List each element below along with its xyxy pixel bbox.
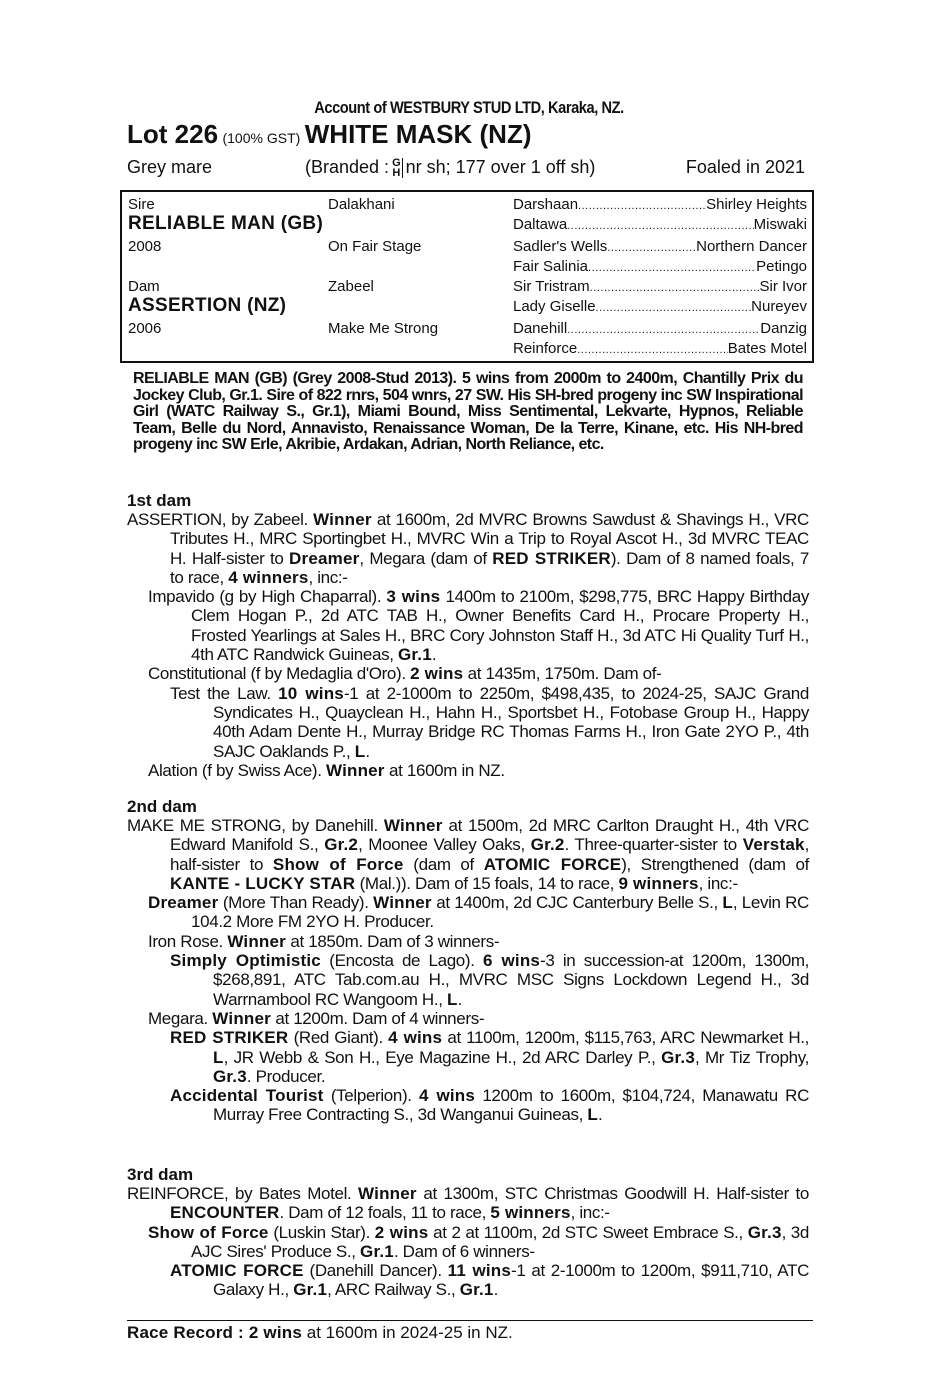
dam-section-1 bbox=[127, 491, 809, 780]
race-record bbox=[127, 1323, 513, 1343]
bold-text: Gr.3 bbox=[213, 1066, 247, 1086]
text: , 3d AJC Sires' Produce S., bbox=[191, 1222, 810, 1261]
great-grandparent-pair bbox=[513, 196, 807, 213]
text: , Levin RC 104.2 More FM 2YO H. Producer. bbox=[191, 893, 809, 932]
section-heading: 2nd dam bbox=[127, 797, 197, 816]
text: at 1435m, 1750m. Dam of- bbox=[463, 664, 662, 684]
great-grandparent: Lady Giselle bbox=[513, 298, 596, 315]
lot-header bbox=[127, 119, 532, 150]
dot-leader bbox=[567, 220, 753, 232]
bold-text: Winner bbox=[212, 1008, 271, 1028]
bold-text: Show of Force bbox=[148, 1222, 269, 1242]
brand-suffix: nr sh; 177 over 1 off sh) bbox=[405, 157, 596, 177]
grandparent: Dalakhani bbox=[328, 196, 395, 213]
bold-text: Dreamer bbox=[289, 548, 360, 568]
text: at 2 at 1100m, 2d STC Sweet Embrace S., bbox=[428, 1222, 748, 1242]
grandparent: Zabeel bbox=[328, 278, 374, 295]
great-great-grandsire: Sir Ivor bbox=[759, 278, 807, 295]
divider bbox=[127, 1320, 813, 1321]
great-grandparent: Darshaan bbox=[513, 196, 579, 213]
bold-text: L bbox=[446, 989, 458, 1009]
text: (dam of bbox=[403, 854, 484, 874]
text: Megara. bbox=[148, 1008, 213, 1028]
produce-entry bbox=[127, 510, 809, 587]
produce-entry bbox=[170, 1086, 809, 1125]
great-great-grandsire: Miswaki bbox=[753, 216, 807, 233]
text: REINFORCE, by Bates Motel. bbox=[127, 1184, 359, 1203]
bold-text: Winner bbox=[325, 760, 385, 780]
text: (Mal.)). Dam of 15 foals, 14 to race, bbox=[355, 873, 619, 893]
bold-text: L bbox=[213, 1047, 224, 1067]
bold-text: Gr.1 bbox=[360, 1241, 394, 1261]
pedigree-label: 2008 bbox=[128, 238, 162, 255]
bold-text: ATOMIC FORCE bbox=[483, 854, 622, 874]
bold-text: Winner bbox=[373, 893, 432, 913]
text: -1 at 2-1000m to 2250m, $498,435, to 2024-25, SAJC Grand Syndicates H., Quayclean H., Hahn H., Sportsbet H., Fotobase Group H., Happy 40th Adam Dente H., Murray Bridge RC Thomas Farms H., Iron Gate 2YO P., 4th SAJC Oaklands P., bbox=[213, 683, 809, 761]
bold-text: Winner bbox=[313, 510, 372, 529]
text: . Dam of 6 winners- bbox=[393, 1241, 535, 1261]
foaled-year: Foaled in 2021 bbox=[685, 157, 805, 177]
text: (Red Giant). bbox=[288, 1028, 389, 1048]
bold-text: Show of Force bbox=[272, 854, 404, 874]
great-grandparent-pair bbox=[513, 278, 807, 295]
bold-text: Gr.3 bbox=[747, 1222, 782, 1242]
sire-summary: RELIABLE MAN (GB) (Grey 2008-Stud 2013). 5 wins from 2000m to 2400m, Chantilly Prix du Jockey Club, Gr.1. Sire of 822 rnrs, 504 wnrs, 27 SW. His SH-bred progeny inc SW Inspirational Girl (WATC Railway S., Gr.1), Miami Bound, Miss Sentimental, Lekvarte, Hypnos, Reliable Team, Belle du Nord, Annavisto, Renaissance Woman, De la Terre, Kinane, etc. His NH-bred progeny inc SW Erle, Akribie, Ardakan, Adrian, North Reliance, etc. bbox=[133, 370, 803, 453]
text: , inc:- bbox=[308, 567, 348, 587]
text: at 1200m. Dam of 4 winners- bbox=[270, 1008, 485, 1028]
text: at 1400m, 2d CJC Canterbury Belle S., bbox=[431, 893, 723, 913]
text: Test the Law. bbox=[170, 683, 279, 703]
great-grandparent-pair bbox=[513, 238, 807, 255]
text: at 1300m, STC Christmas Goodwill H. Half-sister to bbox=[416, 1184, 809, 1203]
bold-text: Dreamer bbox=[148, 893, 219, 913]
horse-details bbox=[127, 157, 807, 179]
text: at 1100m, 1200m, $115,763, ARC Newmarket H., bbox=[442, 1028, 809, 1048]
parent-name: ASSERTION (NZ) bbox=[128, 295, 287, 316]
produce-entry bbox=[170, 951, 809, 1009]
text: , JR Webb & Son H., Eye Magazine H., 2d ARC Darley P., bbox=[223, 1047, 662, 1067]
brand-top: G bbox=[392, 157, 401, 170]
produce-entry bbox=[148, 761, 809, 780]
text: , Moonee Valley Oaks, bbox=[358, 835, 531, 855]
text: (More Than Ready). bbox=[218, 893, 374, 913]
great-grandparent-pair bbox=[513, 216, 807, 233]
bold-text: L bbox=[354, 741, 366, 761]
produce-entry bbox=[148, 1009, 809, 1028]
bold-text: Simply Optimistic bbox=[170, 951, 321, 971]
section-heading: 1st dam bbox=[127, 491, 192, 510]
great-grandparent-pair bbox=[513, 258, 807, 275]
parent-name: RELIABLE MAN (GB) bbox=[128, 213, 324, 234]
great-grandparent-pair bbox=[513, 320, 807, 337]
dot-leader bbox=[588, 262, 756, 274]
text: . bbox=[365, 741, 370, 761]
produce-entry bbox=[127, 816, 809, 893]
text: Constitutional (f by Medaglia d'Oro). bbox=[148, 664, 411, 684]
text: (Danehill Dancer). bbox=[303, 1261, 448, 1281]
produce-entry bbox=[148, 1223, 809, 1262]
bold-text: RED STRIKER bbox=[492, 548, 611, 568]
race-record-label: Race Record : 2 wins bbox=[127, 1323, 303, 1342]
text: ASSERTION, by Zabeel. bbox=[127, 510, 314, 529]
bold-text: 6 wins bbox=[482, 951, 541, 971]
brand-prefix: (Branded : bbox=[305, 157, 390, 177]
text: -3 in succession-at 1200m, 1300m, $268,891, ATC Tab.com.au H., MVRC MSC Signs Lockdown Legend H., 3d Warrnambool RC Wangoom H., bbox=[213, 951, 810, 1009]
great-great-grandsire: Bates Motel bbox=[727, 340, 807, 357]
text: at 1500m, 2d MRC Carlton Draught H., 4th VRC Edward Manifold S., bbox=[170, 816, 809, 855]
bold-text: Verstak bbox=[742, 835, 805, 855]
great-grandparent-pair bbox=[513, 298, 807, 315]
pedigree-label: Dam bbox=[128, 278, 160, 295]
text: . bbox=[457, 989, 462, 1009]
vendor-account: Account of WESTBURY STUD LTD, Karaka, NZ. bbox=[314, 98, 624, 117]
text: -1 at 2-1000m to 1200m, $911,710, ATC Galaxy H., bbox=[213, 1261, 809, 1300]
dam-section-3 bbox=[127, 1165, 809, 1300]
text: ), Strengthened (dam of bbox=[621, 854, 810, 874]
bold-text: ATOMIC FORCE bbox=[170, 1261, 304, 1281]
bold-text: L bbox=[722, 893, 733, 913]
bold-text: Winner bbox=[358, 1184, 417, 1203]
bold-text: RED STRIKER bbox=[170, 1028, 289, 1048]
text: . bbox=[431, 645, 437, 665]
bold-text: 5 winners bbox=[490, 1203, 571, 1223]
dot-leader bbox=[577, 344, 728, 356]
great-grandparent-pair bbox=[513, 340, 807, 357]
bold-text: 9 winners bbox=[618, 873, 699, 893]
sex-colour: Grey mare bbox=[127, 157, 213, 177]
bold-text: 2 wins bbox=[410, 664, 464, 684]
text: at 1600m, 2d MVRC Browns Sawdust & Shavings H., VRC Tributes H., MRC Sportingbet H., MVRC Win a Trip to Royal Ascot H., 3d MVRC TEAC H. Half-sister to bbox=[170, 510, 809, 568]
lot-number: Lot 226 bbox=[127, 119, 219, 149]
great-grandparent: Reinforce bbox=[513, 340, 578, 357]
bold-text: KANTE - LUCKY STAR bbox=[170, 873, 356, 893]
great-great-grandsire: Shirley Heights bbox=[706, 196, 807, 213]
dot-leader bbox=[607, 242, 696, 254]
text: 1200m to 1600m, $104,724, Manawatu RC Murray Free Contracting S., 3d Wanganui Guineas, bbox=[213, 1086, 810, 1125]
brand-info bbox=[305, 157, 595, 178]
produce-entry bbox=[170, 1028, 809, 1086]
text: 1400m to 2100m, $298,775, BRC Happy Birthday Clem Hogan P., 2d ATC TAB H., Owner Benefits Card H., Procare Property H., Frosted Yearlings at Sales H., BRC Cory Johnston Staff H., 3d ATC Hi Quality Turf H., 4th ATC Randwick Guineas, bbox=[191, 587, 809, 665]
text: , half-sister to bbox=[170, 835, 810, 874]
great-great-grandsire: Nureyev bbox=[751, 298, 807, 315]
text: , inc:- bbox=[570, 1203, 610, 1223]
produce-entry bbox=[148, 587, 809, 664]
bold-text: 10 wins bbox=[278, 683, 344, 703]
pedigree-table bbox=[120, 190, 814, 363]
text: , Megara (dam of bbox=[359, 548, 493, 568]
dot-leader bbox=[567, 324, 760, 336]
pedigree-label: 2006 bbox=[128, 320, 162, 337]
bold-text: Winner bbox=[227, 931, 286, 951]
grandparent: On Fair Stage bbox=[328, 238, 422, 255]
bold-text: Accidental Tourist bbox=[170, 1086, 324, 1106]
brand-bottom: H bbox=[392, 167, 401, 180]
text: , Mr Tiz Trophy, bbox=[695, 1047, 809, 1067]
brand-mark bbox=[392, 158, 403, 178]
great-great-grandsire: Danzig bbox=[760, 320, 807, 337]
great-grandparent: Sir Tristram bbox=[513, 278, 590, 295]
bold-text: Gr.1 bbox=[293, 1280, 328, 1300]
text: Alation (f by Swiss Ace). bbox=[148, 760, 326, 780]
text: . Three-quarter-sister to bbox=[564, 835, 743, 855]
pedigree-label: Sire bbox=[128, 196, 155, 213]
bold-text: Gr.3 bbox=[661, 1047, 695, 1067]
produce-entry bbox=[148, 664, 809, 683]
text: at 1600m in NZ. bbox=[384, 760, 505, 780]
dot-leader bbox=[596, 302, 752, 314]
dam-section-2 bbox=[127, 797, 809, 1125]
bold-text: Gr.1 bbox=[459, 1280, 494, 1300]
great-grandparent: Danehill bbox=[513, 320, 568, 337]
text: . bbox=[493, 1280, 498, 1300]
text: Impavido (g by High Chaparral). bbox=[148, 587, 387, 607]
text: . Dam of 12 foals, 11 to race, bbox=[279, 1203, 491, 1223]
produce-entry bbox=[170, 1261, 809, 1300]
bold-text: Gr.2 bbox=[530, 835, 565, 855]
bold-text: 4 wins bbox=[388, 1028, 443, 1048]
text: Iron Rose. bbox=[148, 931, 228, 951]
gst-note: (100% GST) bbox=[222, 130, 301, 146]
text: , inc:- bbox=[698, 873, 738, 893]
produce-entry bbox=[170, 684, 809, 761]
bold-text: 4 winners bbox=[228, 567, 309, 587]
produce-entry bbox=[148, 893, 809, 932]
race-record-text: at 1600m in 2024-25 in NZ. bbox=[302, 1323, 513, 1342]
great-grandparent: Sadler's Wells bbox=[513, 238, 608, 255]
text: at 1850m. Dam of 3 winners- bbox=[285, 931, 500, 951]
text: (Telperion). bbox=[323, 1086, 419, 1106]
great-great-grandsire: Northern Dancer bbox=[696, 238, 807, 255]
great-great-grandsire: Petingo bbox=[756, 258, 807, 275]
bold-text: Gr.2 bbox=[324, 835, 359, 855]
bold-text: 4 wins bbox=[418, 1086, 476, 1106]
produce-entry bbox=[148, 932, 809, 951]
bold-text: 11 wins bbox=[447, 1261, 512, 1281]
bold-text: Gr.1 bbox=[397, 645, 432, 665]
great-grandparent: Daltawa bbox=[513, 216, 568, 233]
text: . bbox=[597, 1105, 603, 1125]
bold-text: L bbox=[587, 1105, 598, 1125]
bold-text: Winner bbox=[383, 816, 443, 835]
text: (Encosta de Lago). bbox=[320, 951, 483, 971]
dot-leader bbox=[578, 200, 706, 212]
text: , ARC Railway S., bbox=[327, 1280, 460, 1300]
bold-text: 2 wins bbox=[374, 1222, 429, 1242]
dot-leader bbox=[590, 282, 760, 294]
produce-entry bbox=[127, 1184, 809, 1223]
text: ). Dam of 8 named foals, 7 to race, bbox=[170, 548, 810, 587]
text: MAKE ME STRONG, by Danehill. bbox=[127, 816, 384, 835]
bold-text: 3 wins bbox=[386, 587, 441, 607]
great-grandparent: Fair Salinia bbox=[513, 258, 589, 275]
bold-text: ENCOUNTER bbox=[170, 1203, 280, 1223]
text: (Luskin Star). bbox=[268, 1222, 375, 1242]
text: . Producer. bbox=[246, 1066, 326, 1086]
horse-name: WHITE MASK (NZ) bbox=[304, 119, 532, 149]
grandparent: Make Me Strong bbox=[328, 320, 439, 337]
section-heading: 3rd dam bbox=[127, 1165, 194, 1184]
